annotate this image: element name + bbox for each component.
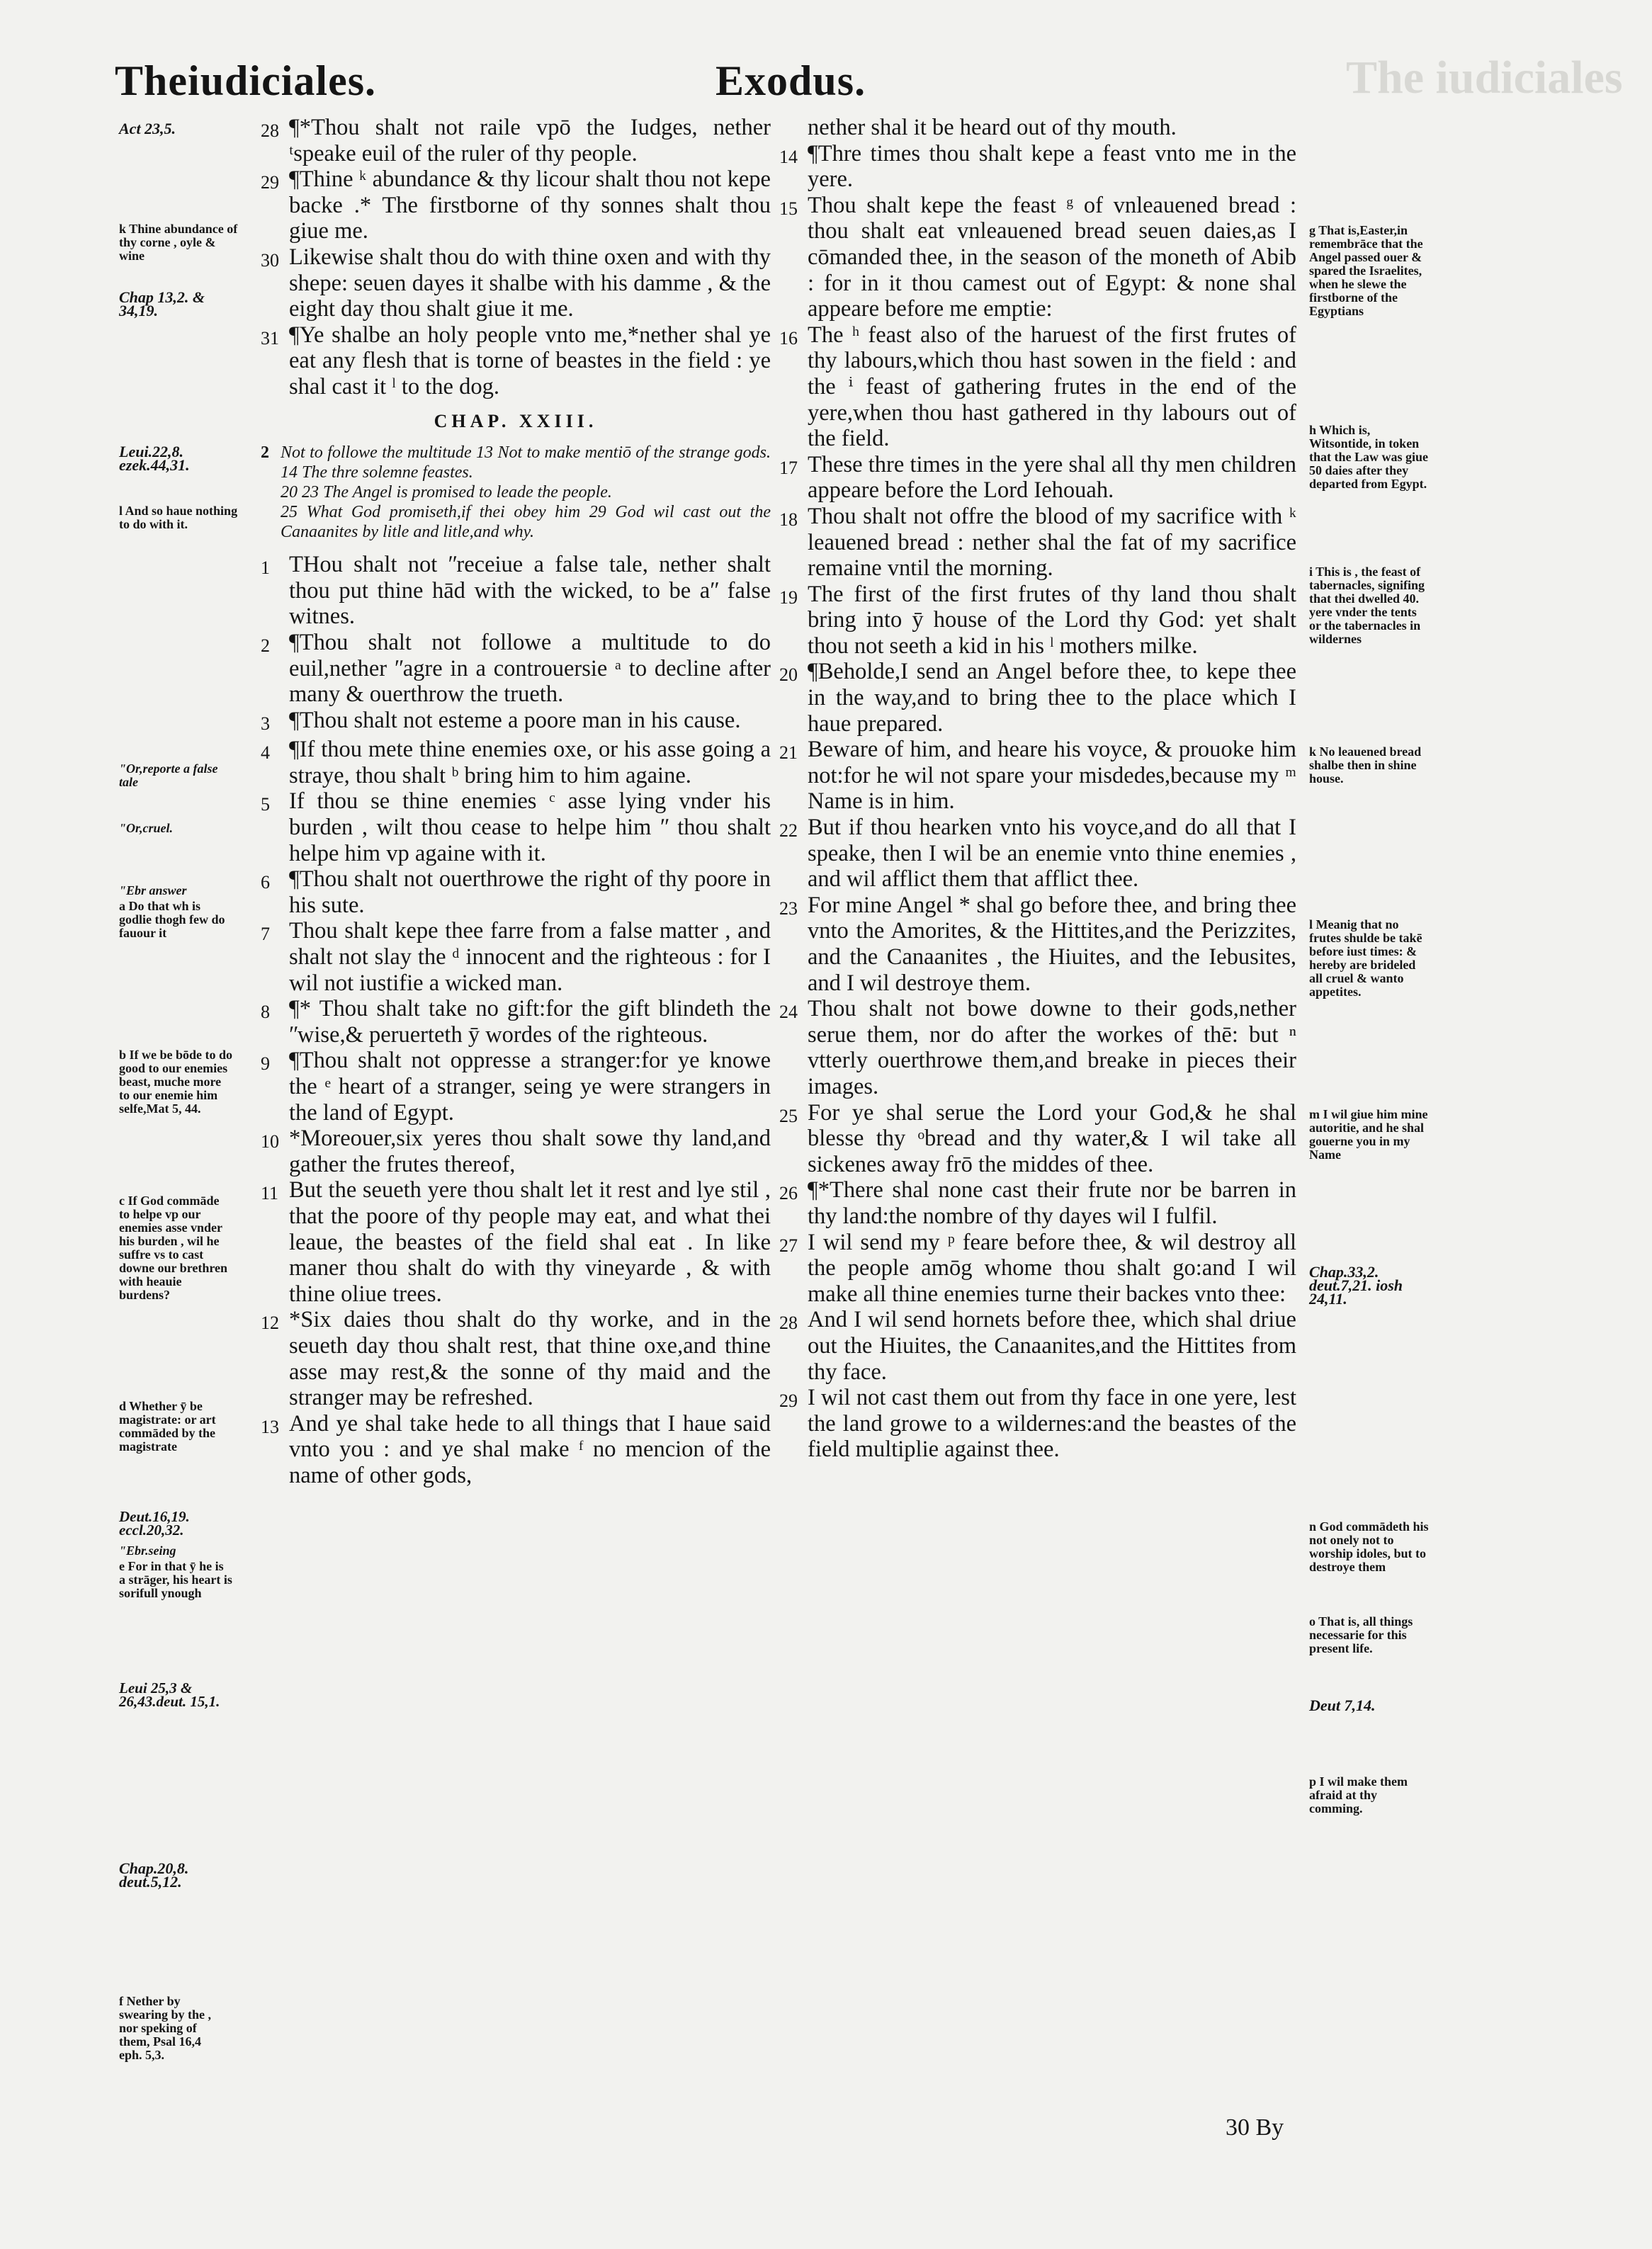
verse-text: *Moreouer,six yeres thou shalt sowe thy land,and gather the frutes thereof, xyxy=(289,1126,771,1177)
verse-text: I wil not cast them out from thy face in one yere, lest the land growe to a wildernes:and the beastes of the field multiplie against thee. xyxy=(808,1385,1296,1463)
margin-note: Chap.33,2. deut.7,21. iosh 24,11. xyxy=(1309,1263,1403,1308)
verse-text: ¶*There shal none cast their frute nor be barren in thy land:the nombre of thy dayes wil I fulfil. xyxy=(808,1177,1296,1229)
margin-note: Chap.20,8. deut.5,12. xyxy=(119,1859,189,1891)
margin-note: b If we be bōde to do good to our enemies beast, muche more to our enemie him selfe,Mat 5, 44. xyxy=(119,1048,233,1116)
verse-text: ¶Ye shalbe an holy people vnto me,*nether shal ye eat any flesh that is torne of beastes in the field : ye shal cast it ˡ to the dog. xyxy=(289,322,771,400)
margin-note: l And so haue nothing to do with it. xyxy=(119,504,238,531)
verse-number xyxy=(779,115,808,118)
chapter-argument xyxy=(261,443,771,542)
verse-text: Beware of him, and heare his voyce, & prouoke him not:for he wil not spare your misdedes,because my ᵐ Name is in him. xyxy=(808,737,1296,815)
right-column xyxy=(779,115,1296,1463)
verse-number: 14 xyxy=(779,146,798,167)
verse xyxy=(779,582,1296,659)
margin-note: ʺEbr answer xyxy=(119,883,187,897)
verse-number: 11 xyxy=(261,1183,279,1204)
verse-number: 30 xyxy=(261,249,279,271)
argument-line: Not to followe the multitude 13 Not to make mentiō of the strange gods. 14 The thre solemne feastes. xyxy=(281,443,771,482)
verse-text: Thou shalt kepe the feast ᵍ of vnleauened bread : thou shalt eat vnleauened bread seuen daies,as I cōmanded thee, in the season of the moneth of Abib : for in it thou camest out of Egypt: & none shal appeare before me emptie: xyxy=(808,192,1296,322)
verse-number: 9 xyxy=(261,1053,270,1075)
verse-number: 8 xyxy=(261,1002,270,1023)
margin-note: Deut.16,19. eccl.20,32. xyxy=(119,1508,190,1539)
margin-note: Chap 13,2. & 34,19. xyxy=(119,288,205,319)
verse xyxy=(261,1126,771,1177)
verse xyxy=(261,1307,771,1410)
verse xyxy=(779,141,1296,193)
verse-text: ¶*Thou shalt not raile vpō the Iudges, nether ᵗspeake euil of the ruler of thy people. xyxy=(289,115,771,166)
verse xyxy=(261,866,771,918)
verse-number: 15 xyxy=(779,198,798,219)
argument-line: 25 What God promiseth,if thei obey him 29 God wil cast out the Canaanites by litle and litle,and why. xyxy=(281,503,771,542)
verse-number: 28 xyxy=(261,120,279,141)
verse-number: 4 xyxy=(261,742,270,764)
verse xyxy=(779,893,1296,996)
verse-number: 6 xyxy=(261,872,270,893)
margin-note: d Whether ȳ be magistrate: or art commāded by the magistrate xyxy=(119,1399,216,1454)
margin-note: k No leauened bread shalbe then in shine house. xyxy=(1309,744,1422,786)
verse-text: ¶Thre times thou shalt kepe a feast vnto me in the yere. xyxy=(808,140,1296,193)
verse-text: The first of the first frutes of thy land thou shalt bring into ȳ house of the Lord thy God: yet shalt thou not seeth a kid in his ˡ mothers milke. xyxy=(808,581,1296,659)
verse xyxy=(779,815,1296,893)
verse-number: 25 xyxy=(779,1105,798,1126)
verse xyxy=(261,788,771,866)
margin-note: o That is, all things necessarie for this present life. xyxy=(1309,1614,1413,1655)
verse xyxy=(779,1177,1296,1229)
verse-number: 17 xyxy=(779,457,798,478)
margin-note: a Do that wh is godlie thogh few do fauour it xyxy=(119,899,225,940)
argument-line: 20 23 The Angel is promised to leade the people. xyxy=(281,483,612,502)
margin-note: Leui.22,8. ezek.44,31. xyxy=(119,443,190,474)
verse xyxy=(261,1177,771,1307)
verse-text: ¶Thou shalt not esteme a poore man in his cause. xyxy=(289,707,741,733)
verse-number: 12 xyxy=(261,1313,279,1334)
margin-note: k Thine abundance of thy corne , oyle & wine xyxy=(119,222,238,263)
verse-text: Thou shalt not offre the blood of my sacrifice with ᵏ leauened bread : nether shal the fat of my sacrifice remaine vntil the morning. xyxy=(808,503,1296,582)
margin-note: f Nether by swearing by the , nor speking of them, Psal 16,4 eph. 5,3. xyxy=(119,1994,211,2062)
verse xyxy=(779,737,1296,815)
verse-text: ¶* Thou shalt take no gift:for the gift blindeth the ʺwise,& peruerteth ȳ wordes of the righteous. xyxy=(289,996,771,1048)
margin-note: ʺOr,cruel. xyxy=(119,821,173,835)
verse-text: And ye shal take hede to all things that I haue said vnto you : and ye shal make ᶠ no mencion of the name of other gods, xyxy=(289,1410,771,1488)
margin-note: Leui 25,3 & 26,43.deut. 15,1. xyxy=(119,1679,220,1710)
left-margin-notes xyxy=(119,0,247,2249)
running-head-book: Exodus. xyxy=(715,57,866,104)
verse-text: For mine Angel * shal go before thee, and bring thee vnto the Amorites, & the Hittites,and the Perizzites, and the Canaanites , the Hiuites, and the Iebusites, and I wil destroye them. xyxy=(808,892,1296,996)
verse-number: 5 xyxy=(261,794,270,815)
verse xyxy=(779,504,1296,582)
verse xyxy=(779,1100,1296,1178)
verse xyxy=(261,737,771,788)
verse-text: I wil send my ᵖ feare before thee, & wil destroy all the people amōg whome thou shalt go:and I wil make all thine enemies turne their backes vnto thee: xyxy=(808,1229,1296,1307)
verse xyxy=(261,708,771,737)
verse-text: Thou shalt not bowe downe to their gods,nether serue them, nor do after the workes of thē: but ⁿ vtterly ouerthrowe them,and breake in pieces their images. xyxy=(808,996,1296,1099)
verse xyxy=(779,1307,1296,1385)
right-margin-notes xyxy=(1309,0,1451,2249)
catchword: 30 By xyxy=(1226,2114,1284,2141)
margin-note: e For in that ȳ he is a strāger, his heart is sorifull ynough xyxy=(119,1559,232,1600)
verse-number: 3 xyxy=(261,713,270,734)
margin-note: g That is,Easter,in remembrāce that the Angel passed ouer & spared the Israelites, when he slewe the firstborne of the Egyptians xyxy=(1309,223,1423,318)
verse xyxy=(261,1411,771,1489)
verse xyxy=(779,1230,1296,1308)
verse-number: 1 xyxy=(261,557,270,579)
verse-text: nether shal it be heard out of thy mouth. xyxy=(808,115,1177,140)
verse-number: 16 xyxy=(779,327,798,349)
verse-number: 23 xyxy=(779,897,798,919)
margin-note: h Which is, Witsontide, in token that the Law was giue 50 daies after they departed from Egypt. xyxy=(1309,423,1429,491)
verse xyxy=(261,1048,771,1126)
margin-note: ʺEbr.seing xyxy=(119,1543,176,1558)
verse-text: Likewise shalt thou do with thine oxen and with thy shepe: seuen dayes it shalbe with his damme , & the eight day thou shalt giue it me. xyxy=(289,244,771,322)
verse-number: 29 xyxy=(779,1390,798,1412)
margin-note: i This is , the feast of tabernacles, signifing that thei dwelled 40. yere vnder the tents or the tabernacles in wildernes xyxy=(1309,565,1425,646)
verse-number: 10 xyxy=(261,1131,279,1152)
verse-number: 19 xyxy=(779,587,798,608)
margin-note: l Meanig that no frutes shulde be takē before iust times: & hereby are brideled all cruel & wanto appetites. xyxy=(1309,917,1422,999)
verse-number: 22 xyxy=(779,820,798,842)
verse xyxy=(779,452,1296,504)
verse-text: ¶Beholde,I send an Angel before thee, to kepe thee in the way,and to bring thee to the place which I haue prepared. xyxy=(808,659,1296,737)
verse xyxy=(261,996,771,1048)
verse-text: And I wil send hornets before thee, which shal driue out the Hiuites, the Canaanites,and the Hittites from thy face. xyxy=(808,1307,1296,1385)
verse-number: 24 xyxy=(779,1002,798,1023)
verse-number: 13 xyxy=(261,1416,279,1437)
verse-text: Thou shalt kepe thee farre from a false matter , and shalt not slay the ᵈ innocent and the righteous : for I wil not iustifie a wicked man. xyxy=(289,918,771,996)
bleed-through-text: The iudiciales xyxy=(1346,52,1623,103)
margin-note: Deut 7,14. xyxy=(1309,1696,1376,1714)
verse xyxy=(779,322,1296,452)
verse-number: 20 xyxy=(779,664,798,686)
margin-note: n God commādeth his not onely not to worship idoles, but to destroye them xyxy=(1309,1519,1429,1574)
verse xyxy=(779,115,1296,141)
argument-number: 2 xyxy=(261,443,269,463)
verse-text: ¶Thine ᵏ abundance & thy licour shalt thou not kepe backe .* The firstborne of thy sonnes shalt thou giue me. xyxy=(289,166,771,244)
verse-text: ¶Thou shalt not followe a multitude to do euil,nether ʺagre in a controuersie ᵃ to decline after many & ouerthrow the trueth. xyxy=(289,629,771,708)
verse xyxy=(261,630,771,708)
verse-number: 28 xyxy=(779,1313,798,1334)
verse xyxy=(261,166,771,244)
verse-text: THou shalt not ʺreceiue a false tale, nether shalt thou put thine hād with the wicked, to be aʺ false witnes. xyxy=(289,552,771,630)
verse xyxy=(261,918,771,996)
verse-number: 7 xyxy=(261,924,270,945)
verse-text: For ye shal serue the Lord your God,& he shal blesse thy ᵒbread and thy water,& I wil take all sickenes away frō the middes of thee. xyxy=(808,1099,1296,1177)
verse-text: The ʰ feast also of the haruest of the first frutes of thy labours,which thou hast sowen in the field : and the ⁱ feast of gathering frutes in the end of the yere,when thou hast gathered in thy labours out of the field. xyxy=(808,322,1296,452)
verse-text: ¶Thou shalt not ouerthrowe the right of thy poore in his sute. xyxy=(289,866,771,918)
margin-note: p I wil make them afraid at thy comming. xyxy=(1309,1774,1408,1815)
verse-text: *Six daies thou shalt do thy worke, and in the seueth day thou shalt rest, that thine oxe,and thine asse may rest,& the sonne of thy maid and the stranger may be refreshed. xyxy=(289,1307,771,1411)
verse xyxy=(779,1385,1296,1463)
margin-note: c If God commāde to helpe vp our enemies asse vnder his burden , wil he suffre vs to cast downe our brethren with heauie burdens? xyxy=(119,1194,228,1302)
verse xyxy=(261,115,771,166)
verse xyxy=(779,193,1296,322)
verse-number: 26 xyxy=(779,1183,798,1204)
verse-number: 21 xyxy=(779,742,798,764)
verse-number: 18 xyxy=(779,509,798,530)
left-column xyxy=(261,115,771,1489)
verse xyxy=(261,322,771,400)
margin-note: m I wil giue him mine autoritie, and he shal gouerne you in my Name xyxy=(1309,1107,1428,1162)
verse-number: 29 xyxy=(261,172,279,193)
verse-text: ¶If thou mete thine enemies oxe, or his asse going a straye, thou shalt ᵇ bring him to him againe. xyxy=(289,737,771,788)
margin-note: ʺOr,reporte a false tale xyxy=(119,761,218,789)
verse-text: These thre times in the yere shal all thy men children appeare before the Lord Iehouah. xyxy=(808,451,1296,504)
verse xyxy=(261,552,771,630)
margin-note: Act 23,5. xyxy=(119,120,176,137)
verse-number: 2 xyxy=(261,635,270,656)
verse-text: But the seueth yere thou shalt let it rest and lye stil , that the poore of thy people may eat, and what thei leaue, the beastes of the field shal eat . In like maner thou shalt do with thy vineyarde , & with thine oliue trees. xyxy=(289,1177,771,1307)
verse xyxy=(261,244,771,322)
verse xyxy=(779,996,1296,1099)
verse-number: 31 xyxy=(261,327,279,349)
verse-number: 27 xyxy=(779,1235,798,1256)
verse-text: ¶Thou shalt not oppresse a stranger:for ye knowe the ᵉ heart of a stranger, seing ye were strangers in the land of Egypt. xyxy=(289,1048,771,1126)
chapter-heading: CHAP. XXIII. xyxy=(434,410,598,431)
verse xyxy=(779,659,1296,737)
verse-text: But if thou hearken vnto his voyce,and do all that I speake, then I wil be an enemie vnto thine enemies , and wil afflict them that afflict thee. xyxy=(808,815,1296,893)
verse-text: If thou se thine enemies ᶜ asse lying vnder his burden , wilt thou cease to helpe him ʺ thou shalt helpe him vp againe with it. xyxy=(289,788,771,866)
running-head-left: Theiudiciales. xyxy=(115,57,377,104)
